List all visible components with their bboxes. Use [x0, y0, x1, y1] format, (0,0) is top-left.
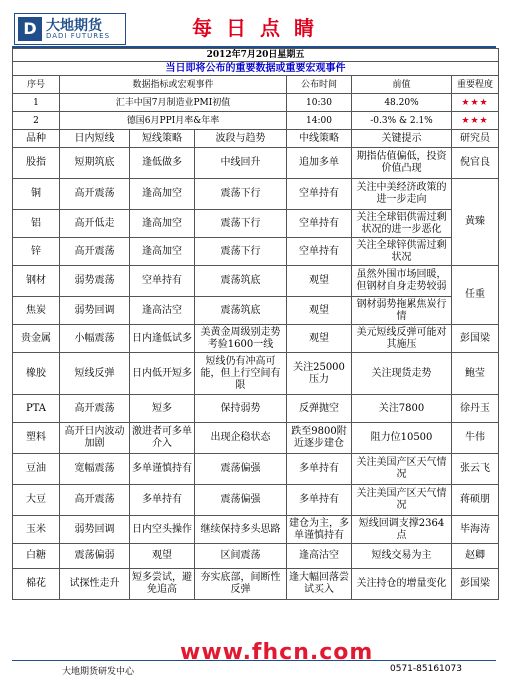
cell-analyst: 黄臻 — [452, 179, 499, 266]
cell-hint: 短线交易为主 — [352, 544, 452, 569]
events-header-prev: 前值 — [352, 76, 452, 94]
cell-short: 逢低做多 — [130, 148, 195, 179]
cell-variety: 豆油 — [13, 454, 60, 485]
cell-hint: 关注全球铝供需过剩状况的进一步恶化 — [352, 210, 452, 238]
cell-variety: 大豆 — [13, 485, 60, 516]
cell-intraday: 弱势震荡 — [60, 266, 130, 297]
cell-hint: 关注美国产区天气情况 — [352, 454, 452, 485]
cell-hint: 期指估值偏低，投资价值凸现 — [352, 148, 452, 179]
cell-mid: 跌至9800附近逐步建仓 — [287, 423, 352, 454]
col-header-analyst: 研究员 — [452, 130, 499, 148]
cell-short: 逢高沽空 — [130, 297, 195, 325]
cell-analyst: 任重 — [452, 266, 499, 325]
company-logo — [14, 13, 126, 45]
cell-hint: 关注美国产区天气情况 — [352, 485, 452, 516]
cell-hint: 美元短线反弹可能对其施压 — [352, 325, 452, 353]
cell-intraday: 高开震荡 — [60, 238, 130, 266]
col-header-variety: 品种 — [13, 130, 60, 148]
cell-variety: 钢材 — [13, 266, 60, 297]
cell-short: 日内空头操作 — [130, 516, 195, 544]
cell-variety: 白糖 — [13, 544, 60, 569]
cell-short: 逢高加空 — [130, 179, 195, 210]
table-row — [13, 544, 499, 569]
event-time: 10:30 — [287, 94, 352, 112]
col-header-intraday: 日内短线 — [60, 130, 130, 148]
table-row — [13, 353, 499, 395]
cell-mid: 逢高沽空 — [287, 544, 352, 569]
page-header — [0, 0, 508, 48]
cell-trend: 美黄金周级别走势考验1600一线 — [195, 325, 287, 353]
events-header-row — [13, 76, 499, 94]
cell-trend: 短线仍有冲高可能，但上行空间有限 — [195, 353, 287, 395]
cell-analyst: 彭国梁 — [452, 569, 499, 600]
cell-analyst: 张云飞 — [452, 454, 499, 485]
event-name: 德国6月PPI月率&年率 — [60, 112, 287, 130]
event-prev: -0.3% & 2.1% — [352, 112, 452, 130]
cell-trend: 震荡下行 — [195, 238, 287, 266]
cell-variety: 股指 — [13, 148, 60, 179]
logo-text-en: DADI FUTURES — [46, 32, 111, 40]
table-row — [13, 485, 499, 516]
table-row — [13, 148, 499, 179]
table-row — [13, 423, 499, 454]
cell-mid: 观望 — [287, 297, 352, 325]
cell-variety: 铝 — [13, 210, 60, 238]
cell-intraday: 短期筑底 — [60, 148, 130, 179]
strategy-header-row — [13, 130, 499, 148]
table-row — [13, 516, 499, 544]
cell-intraday: 弱势回调 — [60, 297, 130, 325]
cell-mid: 追加多单 — [287, 148, 352, 179]
cell-intraday: 震荡偏弱 — [60, 544, 130, 569]
event-name: 汇丰中国7月制造业PMI初值 — [60, 94, 287, 112]
cell-analyst: 彭国梁 — [452, 325, 499, 353]
cell-trend: 夯实底部，间断性反弹 — [195, 569, 287, 600]
events-section-title: 当日即将公布的重要数据或重要宏观事件 — [13, 62, 499, 76]
event-row — [13, 112, 499, 130]
event-no: 1 — [13, 94, 60, 112]
cell-short: 短多尝试，避免追高 — [130, 569, 195, 600]
table-row — [13, 325, 499, 353]
event-importance: ★★★ — [452, 112, 499, 130]
table-row — [13, 395, 499, 423]
cell-trend: 震荡筑底 — [195, 266, 287, 297]
cell-analyst: 倪官良 — [452, 148, 499, 179]
cell-intraday: 试探性走升 — [60, 569, 130, 600]
events-header-no: 序号 — [13, 76, 60, 94]
cell-intraday: 弱势回调 — [60, 516, 130, 544]
event-time: 14:00 — [287, 112, 352, 130]
cell-mid: 逢大幅回落尝试买入 — [287, 569, 352, 600]
col-header-hint: 关键提示 — [352, 130, 452, 148]
table-row — [13, 454, 499, 485]
event-no: 2 — [13, 112, 60, 130]
cell-intraday: 高开震荡 — [60, 179, 130, 210]
event-prev: 48.20% — [352, 94, 452, 112]
cell-mid: 关注25000压力 — [287, 353, 352, 395]
logo-text-cn: 大地期货 — [46, 18, 102, 34]
cell-mid: 观望 — [287, 325, 352, 353]
cell-mid: 多单持有 — [287, 454, 352, 485]
cell-trend: 震荡下行 — [195, 210, 287, 238]
table-row — [13, 569, 499, 600]
cell-mid: 观望 — [287, 266, 352, 297]
page-title: 每日点睛 — [192, 16, 328, 40]
cell-hint: 关注持仓的增量变化 — [352, 569, 452, 600]
cell-hint: 关注7800 — [352, 395, 452, 423]
cell-hint: 关注现货走势 — [352, 353, 452, 395]
cell-trend: 中线回升 — [195, 148, 287, 179]
cell-analyst: 毕海涛 — [452, 516, 499, 544]
cell-variety: 塑料 — [13, 423, 60, 454]
col-header-short: 短线策略 — [130, 130, 195, 148]
footer-org: 大地期货研发中心 — [62, 667, 135, 677]
cell-variety: 锌 — [13, 238, 60, 266]
cell-variety: 橡胶 — [13, 353, 60, 395]
cell-trend: 保持弱势 — [195, 395, 287, 423]
cell-trend: 震荡下行 — [195, 179, 287, 210]
cell-intraday: 小幅震荡 — [60, 325, 130, 353]
cell-trend: 继续保持多头思路 — [195, 516, 287, 544]
col-header-mid: 中线策略 — [287, 130, 352, 148]
event-importance: ★★★ — [452, 94, 499, 112]
cell-analyst: 牛伟 — [452, 423, 499, 454]
cell-variety: 焦炭 — [13, 297, 60, 325]
cell-intraday: 高开低走 — [60, 210, 130, 238]
cell-hint: 阻力位10500 — [352, 423, 452, 454]
table-row — [13, 266, 499, 297]
watermark-url: www.fhcn.com — [180, 640, 374, 665]
daily-strategy-table — [12, 48, 499, 600]
logo-mark: D — [18, 17, 42, 41]
cell-analyst: 赵卿 — [452, 544, 499, 569]
cell-variety: 棉花 — [13, 569, 60, 600]
events-header-importance: 重要程度 — [452, 76, 499, 94]
table-row — [13, 238, 499, 266]
cell-short: 日内低开短多 — [130, 353, 195, 395]
cell-analyst: 蒋硕朋 — [452, 485, 499, 516]
cell-mid: 空单持有 — [287, 210, 352, 238]
cell-short: 空单持有 — [130, 266, 195, 297]
cell-short: 短多 — [130, 395, 195, 423]
cell-analyst: 鲍莹 — [452, 353, 499, 395]
table-row — [13, 210, 499, 238]
cell-variety: PTA — [13, 395, 60, 423]
cell-short: 激进者可多单介入 — [130, 423, 195, 454]
cell-trend: 区间震荡 — [195, 544, 287, 569]
cell-mid: 反弹抛空 — [287, 395, 352, 423]
report-date: 2012年7月20日星期五 — [13, 49, 499, 62]
event-row — [13, 94, 499, 112]
cell-intraday: 高开震荡 — [60, 395, 130, 423]
cell-trend: 震荡筑底 — [195, 297, 287, 325]
cell-mid: 多单持有 — [287, 485, 352, 516]
cell-variety: 铜 — [13, 179, 60, 210]
cell-mid: 建仓为主，多单谨慎持有 — [287, 516, 352, 544]
cell-short: 多单谨慎持有 — [130, 454, 195, 485]
cell-intraday: 高开日内波动加剧 — [60, 423, 130, 454]
cell-hint: 关注中美经济政策的进一步走向 — [352, 179, 452, 210]
cell-hint: 关注全球锌供需过剩状况 — [352, 238, 452, 266]
footer-phone: 0571-85161073 — [390, 664, 462, 674]
cell-trend: 震荡偏强 — [195, 454, 287, 485]
cell-short: 日内逢低试多 — [130, 325, 195, 353]
cell-short: 逢高加空 — [130, 210, 195, 238]
cell-hint: 虽然外围市场回暖，但钢材自身走势较弱 — [352, 266, 452, 297]
cell-variety: 贵金属 — [13, 325, 60, 353]
cell-intraday: 短线反弹 — [60, 353, 130, 395]
cell-variety: 玉米 — [13, 516, 60, 544]
events-header-event: 数据指标或宏观事件 — [60, 76, 287, 94]
table-row — [13, 297, 499, 325]
cell-short: 观望 — [130, 544, 195, 569]
cell-short: 逢高加空 — [130, 238, 195, 266]
cell-hint: 钢材弱势拖累焦炭行情 — [352, 297, 452, 325]
cell-trend: 震荡偏强 — [195, 485, 287, 516]
table-row — [13, 179, 499, 210]
cell-intraday: 高开震荡 — [60, 485, 130, 516]
cell-short: 多单持有 — [130, 485, 195, 516]
cell-trend: 出现企稳状态 — [195, 423, 287, 454]
cell-analyst: 徐丹玉 — [452, 395, 499, 423]
cell-intraday: 宽幅震荡 — [60, 454, 130, 485]
events-header-time: 公布时间 — [287, 76, 352, 94]
cell-hint: 短线回调支撑2364点 — [352, 516, 452, 544]
cell-mid: 空单持有 — [287, 238, 352, 266]
cell-mid: 空单持有 — [287, 179, 352, 210]
col-header-trend: 波段与趋势 — [195, 130, 287, 148]
